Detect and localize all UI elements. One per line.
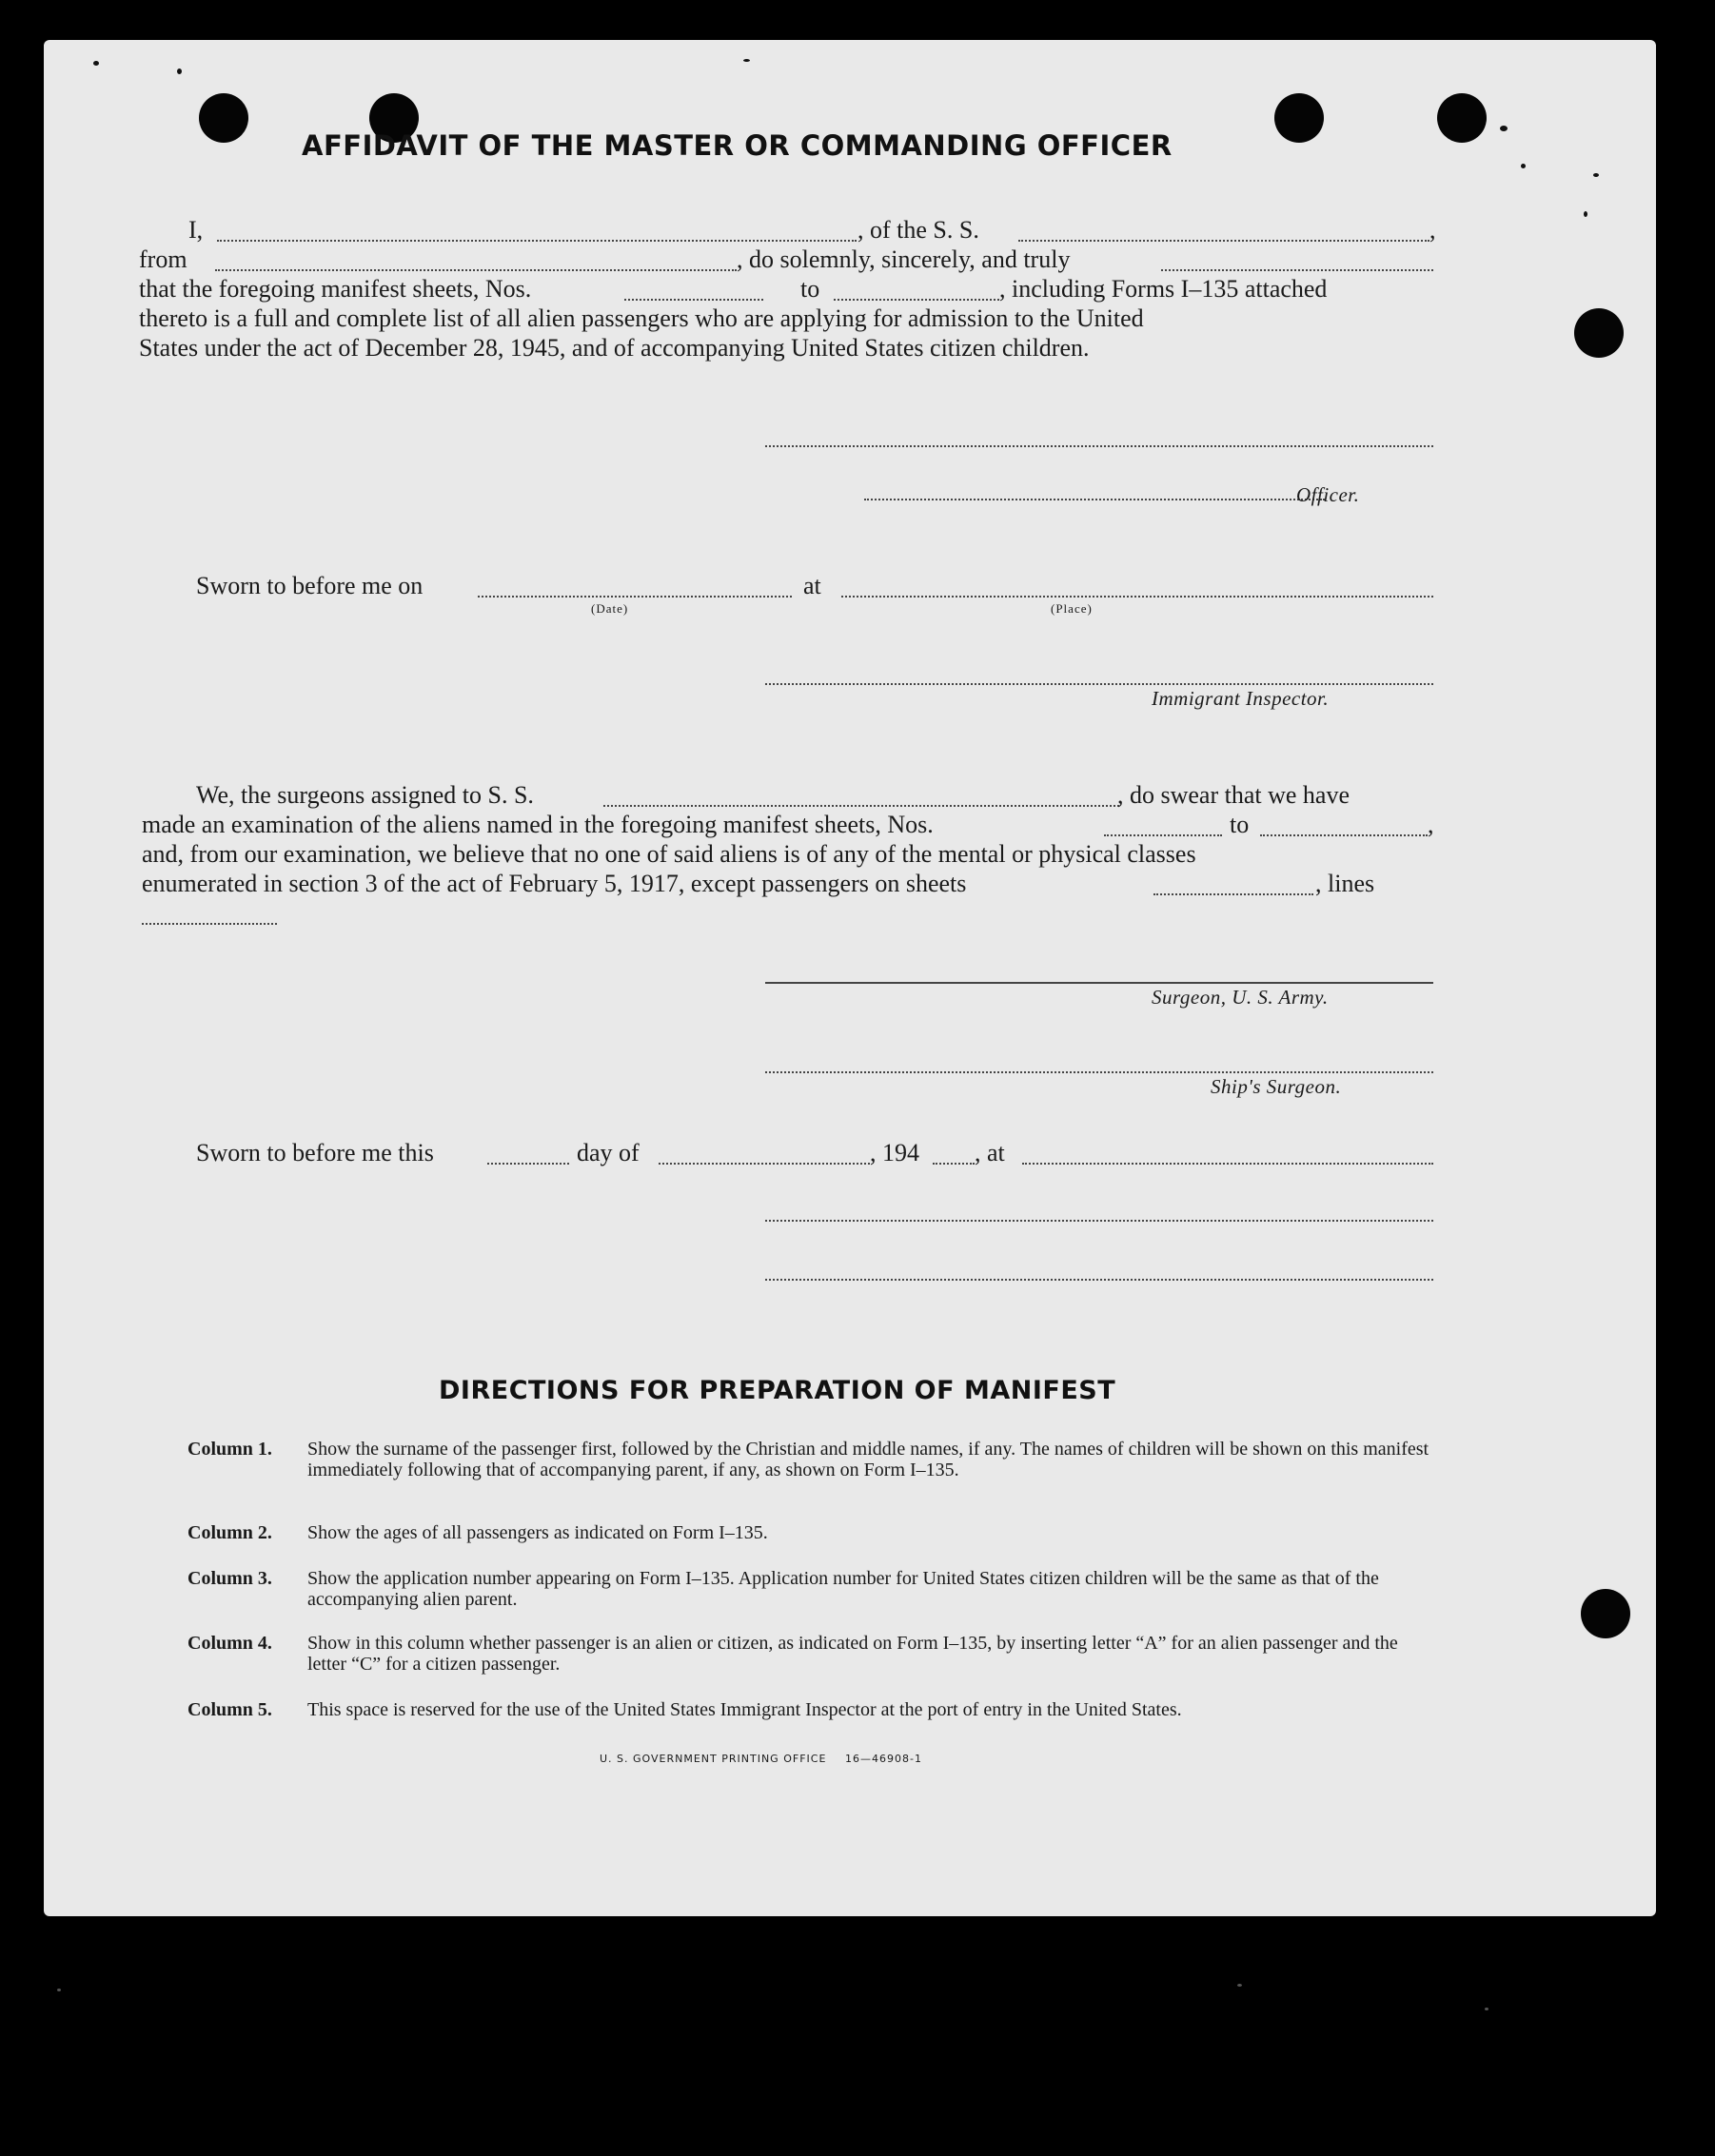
surgeons-line2b: to [1230, 811, 1250, 838]
officer-caption: Officer. [1296, 483, 1360, 506]
punch-hole [1574, 308, 1624, 358]
punch-hole [199, 93, 248, 143]
sheets-to-field[interactable] [834, 299, 999, 301]
direction-text: Show the ages of all passengers as indicated on Form I–135. [307, 1522, 768, 1543]
direction-label: Column 4. [187, 1633, 272, 1654]
direction-item-3 [187, 1568, 1444, 1614]
affidavit-line5: States under the act of December 28, 1945, and of accompanying United States citizen children. [139, 334, 1090, 362]
direction-label: Column 2. [187, 1522, 272, 1543]
sworn-year-field[interactable] [933, 1163, 975, 1165]
ink-speck [1500, 126, 1508, 131]
ink-speck [93, 61, 99, 66]
ink-speck [1521, 164, 1526, 168]
sworn-this-label: Sworn to before me this [196, 1139, 434, 1166]
affidavit-line1-i: I, [188, 216, 204, 244]
ship-surgeon-caption: Ship's Surgeon. [1211, 1075, 1342, 1098]
sworn-on-label: Sworn to before me on [196, 572, 424, 599]
surgeons-line1b: , do swear that we have [1117, 781, 1350, 809]
dust-speck [1485, 2008, 1488, 2010]
affidavit-title: AFFIDAVIT OF THE MASTER OR COMMANDING OFFICER [302, 129, 1173, 162]
from-port-field[interactable] [215, 269, 737, 271]
affidavit-line3-sheets: that the foregoing manifest sheets, Nos. [139, 275, 532, 303]
surgeons-line4b: , lines [1315, 870, 1375, 897]
sworn-place2-field[interactable] [1022, 1163, 1433, 1165]
form-page [44, 40, 1656, 1916]
direction-item-4 [187, 1633, 1444, 1678]
printer-credit: U. S. GOVERNMENT PRINTING OFFICE [600, 1753, 827, 1765]
army-surgeon-signature-line[interactable] [765, 982, 1433, 984]
sworn-at-label: at [803, 572, 821, 599]
punch-hole [1274, 93, 1324, 143]
surgeons-line2c: , [1428, 811, 1434, 838]
sworn-month-field[interactable] [659, 1163, 870, 1165]
affidavit-line4: thereto is a full and complete list of all alien passengers who are applying for admission to the United [139, 304, 1144, 332]
exception-lines-field[interactable] [142, 923, 277, 925]
direction-label: Column 5. [187, 1699, 272, 1720]
surgeons-line1a: We, the surgeons assigned to S. S. [196, 781, 534, 809]
dust-speck [1237, 1984, 1242, 1987]
affidavit-line3-forms: , including Forms I–135 attached [999, 275, 1328, 303]
surgeons-line3: and, from our examination, we believe that no one of said aliens is of any of the mental or physical classes [142, 840, 1196, 868]
exception-sheets-field[interactable] [1153, 893, 1313, 895]
officer-signature-line[interactable] [765, 445, 1433, 447]
direction-label: Column 3. [187, 1568, 272, 1589]
sworn-at2-label: , at [975, 1139, 1005, 1166]
master-name-field[interactable] [217, 240, 857, 242]
swear-affirm-field[interactable] [1161, 269, 1433, 271]
place-caption: (Place) [1051, 601, 1093, 616]
affidavit-line1-comma: , [1429, 216, 1436, 244]
direction-text: Show in this column whether passenger is an alien or citizen, as indicated on Form I–135, by inserting letter “A” for an alien passenger and the letter “C” for a citizen passenger. [307, 1633, 1398, 1675]
surgeon-sheets-from-field[interactable] [1104, 834, 1222, 836]
date-caption: (Date) [591, 601, 629, 616]
sworn-place-field[interactable] [841, 596, 1433, 598]
day-of-label: day of [577, 1139, 640, 1166]
surgeons-line4a: enumerated in section 3 of the act of February 5, 1917, except passengers on sheets [142, 870, 967, 897]
direction-text: Show the application number appearing on Form I–135. Application number for United States citizen children will be the same as that of the accompanying alien parent. [307, 1568, 1379, 1610]
directions-title: DIRECTIONS FOR PREPARATION OF MANIFEST [439, 1376, 1116, 1405]
dust-speck [57, 1989, 61, 1991]
sworn-signature-line-2[interactable] [765, 1279, 1433, 1281]
direction-item-2 [187, 1522, 1444, 1545]
punch-hole [1437, 93, 1487, 143]
ink-speck [1584, 211, 1587, 217]
sheets-from-field[interactable] [624, 299, 763, 301]
surgeon-ship-field[interactable] [603, 805, 1119, 807]
officer-title-line[interactable] [864, 499, 1325, 500]
direction-text: This space is reserved for the use of the United States Immigrant Inspector at the port of entry in the United States. [307, 1699, 1182, 1720]
ship-surgeon-signature-line[interactable] [765, 1071, 1433, 1073]
inspector-caption: Immigrant Inspector. [1152, 687, 1330, 710]
year-prefix-label: , 194 [870, 1139, 919, 1166]
direction-text: Show the surname of the passenger first, followed by the Christian and middle names, if any. The names of children will be shown on this manifest immediately following that of accompanying parent, if any, as shown on Form I–135. [307, 1439, 1429, 1480]
form-code: 16—46908-1 [845, 1753, 922, 1765]
affidavit-line2-from: from [139, 245, 187, 273]
affidavit-line2-solemn: , do solemnly, sincerely, and truly [737, 245, 1071, 273]
sworn-day-field[interactable] [487, 1163, 569, 1165]
ship-name-field[interactable] [1018, 240, 1429, 242]
sworn-date-field[interactable] [478, 596, 792, 598]
affidavit-line1-ss: , of the S. S. [858, 216, 979, 244]
ink-speck [743, 59, 750, 62]
ink-speck [1593, 173, 1599, 177]
direction-item-5 [187, 1699, 1444, 1745]
surgeons-line2a: made an examination of the aliens named in the foregoing manifest sheets, Nos. [142, 811, 934, 838]
direction-item-1 [187, 1439, 1444, 1505]
punch-hole [1581, 1589, 1630, 1638]
army-surgeon-caption: Surgeon, U. S. Army. [1152, 986, 1329, 1009]
sworn-signature-line-1[interactable] [765, 1220, 1433, 1222]
surgeon-sheets-to-field[interactable] [1260, 834, 1428, 836]
direction-label: Column 1. [187, 1439, 272, 1460]
ink-speck [177, 69, 182, 74]
inspector-signature-line[interactable] [765, 683, 1433, 685]
affidavit-line3-to: to [800, 275, 820, 303]
